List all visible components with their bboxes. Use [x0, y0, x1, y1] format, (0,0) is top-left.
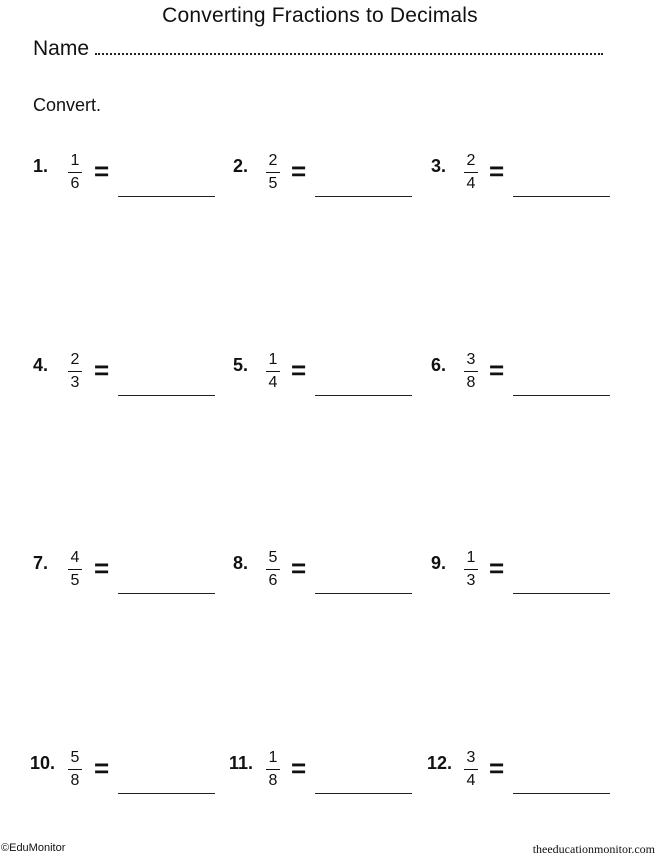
fraction [463, 351, 479, 392]
fraction [265, 152, 281, 193]
equals-sign: = [291, 753, 307, 783]
name-dotted-line[interactable] [95, 37, 603, 55]
denominator: 5 [70, 572, 80, 589]
denominator: 5 [268, 175, 278, 192]
problem-number: 11. [229, 753, 254, 773]
answer-blank[interactable] [118, 395, 215, 396]
copyright-text: ©EduMonitor [1, 842, 66, 854]
fraction [67, 351, 83, 392]
problem-9 [431, 549, 621, 605]
equals-sign: = [291, 156, 307, 186]
denominator: 3 [466, 572, 476, 589]
problem-number: 5. [233, 355, 249, 375]
problem-number: 2. [233, 156, 249, 176]
numerator: 4 [70, 549, 80, 566]
name-field[interactable] [33, 37, 603, 61]
problem-2 [233, 152, 423, 208]
fraction [67, 152, 83, 193]
answer-blank[interactable] [315, 196, 412, 197]
equals-sign: = [94, 753, 110, 783]
answer-blank[interactable] [513, 395, 610, 396]
numerator: 5 [268, 549, 278, 566]
numerator: 1 [268, 351, 278, 368]
equals-sign: = [489, 355, 505, 385]
numerator: 2 [70, 351, 80, 368]
fraction [265, 351, 281, 392]
denominator: 4 [466, 772, 476, 789]
denominator: 8 [268, 772, 278, 789]
answer-blank[interactable] [118, 793, 215, 794]
answer-blank[interactable] [315, 793, 412, 794]
numerator: 1 [466, 549, 476, 566]
numerator: 3 [466, 749, 476, 766]
denominator: 8 [466, 374, 476, 391]
numerator: 5 [70, 749, 80, 766]
problem-number: 10. [30, 753, 56, 773]
denominator: 6 [268, 572, 278, 589]
denominator: 4 [268, 374, 278, 391]
fraction [67, 749, 83, 790]
denominator: 6 [70, 175, 80, 192]
denominator: 3 [70, 374, 80, 391]
equals-sign: = [489, 753, 505, 783]
fraction [463, 152, 479, 193]
equals-sign: = [94, 355, 110, 385]
problem-1 [33, 152, 223, 208]
answer-blank[interactable] [513, 593, 610, 594]
answer-blank[interactable] [513, 793, 610, 794]
website-text: theeducationmonitor.com [532, 842, 655, 856]
numerator: 2 [268, 152, 278, 169]
problem-number: 6. [431, 355, 447, 375]
problem-number: 1. [33, 156, 49, 176]
answer-blank[interactable] [118, 593, 215, 594]
problem-number: 8. [233, 553, 249, 573]
problem-number: 4. [33, 355, 49, 375]
answer-blank[interactable] [513, 196, 610, 197]
numerator: 1 [268, 749, 278, 766]
problem-number: 9. [431, 553, 447, 573]
equals-sign: = [489, 156, 505, 186]
fraction [463, 749, 479, 790]
name-label: Name [33, 37, 90, 60]
denominator: 4 [466, 175, 476, 192]
problem-3 [431, 152, 621, 208]
instruction-text: Convert. [33, 95, 102, 115]
equals-sign: = [291, 355, 307, 385]
denominator: 8 [70, 772, 80, 789]
problem-7 [33, 549, 223, 605]
equals-sign: = [489, 553, 505, 583]
problem-number: 7. [33, 553, 49, 573]
equals-sign: = [94, 156, 110, 186]
answer-blank[interactable] [315, 395, 412, 396]
problem-number: 3. [431, 156, 447, 176]
numerator: 1 [70, 152, 80, 169]
problem-5 [233, 351, 423, 407]
answer-blank[interactable] [315, 593, 412, 594]
equals-sign: = [94, 553, 110, 583]
fraction [67, 549, 83, 590]
fraction [265, 749, 281, 790]
problem-12 [427, 749, 617, 805]
problem-10 [30, 749, 220, 805]
numerator: 3 [466, 351, 476, 368]
answer-blank[interactable] [118, 196, 215, 197]
problem-6 [431, 351, 621, 407]
problem-4 [33, 351, 223, 407]
problem-number: 12. [427, 753, 453, 773]
fraction [463, 549, 479, 590]
problem-11 [229, 749, 419, 805]
fraction [265, 549, 281, 590]
problem-8 [233, 549, 423, 605]
numerator: 2 [466, 152, 476, 169]
equals-sign: = [291, 553, 307, 583]
worksheet-title: Converting Fractions to Decimals [162, 4, 478, 27]
